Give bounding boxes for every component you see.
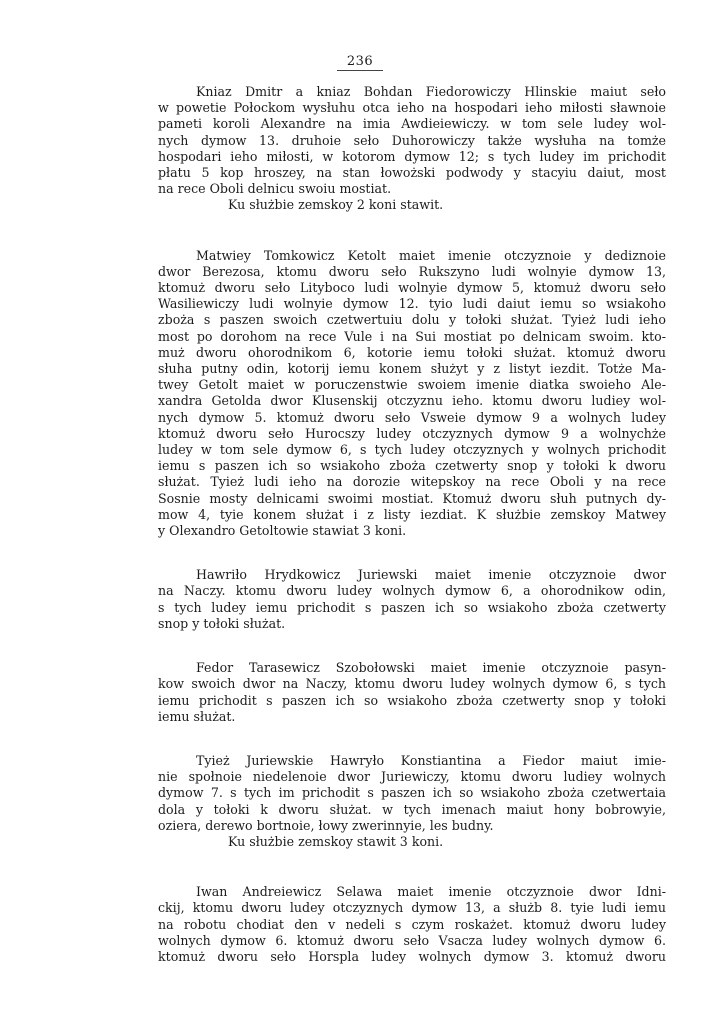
paragraph-selawa [158,884,666,965]
text-line: ktomuż dworu seło Hurocszy ludey otczyznych dymow 9 a wolnychże [158,425,666,441]
text-line: ktomuż dworu seło Lityboco ludi wolnyie dymow 5, ktomuż dworu seło [158,280,666,296]
service-line: Ku służbie zemskoy 2 koni stawit. [228,197,444,213]
document-body [158,84,666,965]
text-line: iemu prichodit s paszen ich so wsiakoho zboża czetwerty snop y tołoki [158,692,666,708]
text-line: hospodari ieho miłosti, w kotorom dymow 12; s tych ludey im prichodit [158,148,666,164]
text-line: dymow 7. s tych im prichodit s paszen ich so wsiakoho zboża czetwertaia [158,785,666,801]
text-line: s tych ludey iemu prichodit s paszen ich so wsiakoho zboża czetwerty [158,599,666,615]
text-line: nych dymow 5. ktomuż dworu seło Vsweie dymow 9 a wolnych ludey [158,409,666,425]
text-line: ckij, ktomu dworu ludey otczyznych dymow 13, a służb 8. tyie ludi iemu [158,900,666,916]
text-line: y Olexandro Getoltowie stawiat 3 koni. [158,523,407,539]
text-line: na rece Oboli delnicu swoiu mostiat. [158,181,392,197]
text-line: Kniaz Dmitr a kniaz Bohdan Fiedorowiczy Hlinskie maiut seło [196,84,666,99]
page-number: 236 [0,54,720,69]
text-line: twey Getolt maiet w poruczenstwie swoiem imenie diatka swoieho Ale- [158,377,666,393]
text-line: dwor Berezosa, ktomu dworu seło Rukszyno ludi wolnyie dymow 13, [158,263,666,279]
text-line: Fedor Tarasewicz Szobołowski maiet imenie otczyznoie pasyn- [196,660,666,676]
text-line: most po dorohom na rece Vule i na Sui mostiat po delnicam swoim. kto- [158,328,666,344]
text-line: zboża s paszen swoich czetwertuiu dolu y tołoki służat. Tyież ludi ieho [158,312,666,328]
text-line: nie społnoie niedelenoie dwor Juriewiczy, ktomu dworu ludiey wolnych [158,769,666,785]
text-line: płatu 5 kop hroszey, na stan łowożski podwody y stacyiu daiut, most [158,165,666,181]
text-line: Iwan Andreiewicz Selawa maiet imenie otczyznoie dwor Idni- [196,884,666,900]
text-line: Sosnie mosty delnicami swoimi mostiat. Ktomuż dworu słuh putnych dy- [158,490,666,506]
paragraph-hlinskie [158,84,666,214]
text-line: wolnych dymow 6. ktomuż dworu seło Vsacza ludey wolnych dymow 6. [158,932,666,948]
text-line: Tyież Juriewskie Hawryło Konstiantina a Fiedor maiut imie- [196,752,666,768]
text-line: xandra Getolda dwor Klusenskij otczyznu ieho. ktomu dworu ludiey wol- [158,393,666,409]
service-line: Ku służbie zemskoy stawit 3 koni. [228,833,444,849]
paragraph-ketolt [158,248,666,540]
text-line: snop y tołoki służat. [158,615,286,631]
text-line: oziera, derewo bortnoie, łowy zwerinnyie, les budny. [158,817,494,833]
text-line: w powetie Połockom wysłuhu otca ieho na hospodari ieho miłosti sławnoie [158,100,666,116]
text-line: mow 4, tyie konem służat i z listy iezdiat. K służbie zemskoy Matwey [158,506,666,522]
text-line: ludey w tom sele dymow 6, s tych ludey otczyznych y wolnych prichodit [158,442,666,458]
paragraph-juriewskie [158,753,666,850]
text-line: słuha putny odin, kotorij iemu konem służyt y z listyt iezdit. Totże Ma- [158,361,666,377]
text-line: Matwiey Tomkowicz Ketolt maiet imenie otczyznoie y dediznoie [196,247,666,263]
text-line: nych dymow 13. druhoie seło Duhorowiczy także wysłuha na tomże [158,132,666,148]
text-line: Wasiliewiczy ludi wolnyie dymow 12. tyio ludi daiut iemu so wsiakoho [158,296,666,312]
text-line: kow swoich dwor na Naczy, ktomu dworu ludey wolnych dymow 6, s tych [158,676,666,692]
text-line: na robotu chodiat den v nedeli s czym roskażet. ktomuż dworu ludey [158,916,666,932]
paragraph-juriewski [158,567,666,632]
text-line: służat. Tyież ludi ieho na dorozie witepskoy na rece Oboli y na rece [158,474,666,490]
text-line: pameti koroli Alexandre na imia Awdieiewiczy. w tom sele ludey wol- [158,116,666,132]
text-line: iemu służat. [158,708,236,724]
text-line: na Naczy. ktomu dworu ludey wolnych dymow 6, a ohorodnikow odin, [158,583,666,599]
text-line: muż dworu ohorodnikom 6, kotorie iemu tołoki służat. ktomuż dworu [158,344,666,360]
text-line: dola y tołoki k dworu służat. w tych imenach maiut hony bobrowyie, [158,801,666,817]
paragraph-szobolowski [158,660,666,725]
text-line: ktomuż dworu seło Horspla ludey wolnych dymow 3. ktomuż dworu [158,948,666,964]
text-line: iemu s paszen ich so wsiakoho zboża czetwerty snop y tołoki k dworu [158,458,666,474]
text-line: Hawriło Hrydkowicz Juriewski maiet imenie otczyznoie dwor [196,567,666,583]
